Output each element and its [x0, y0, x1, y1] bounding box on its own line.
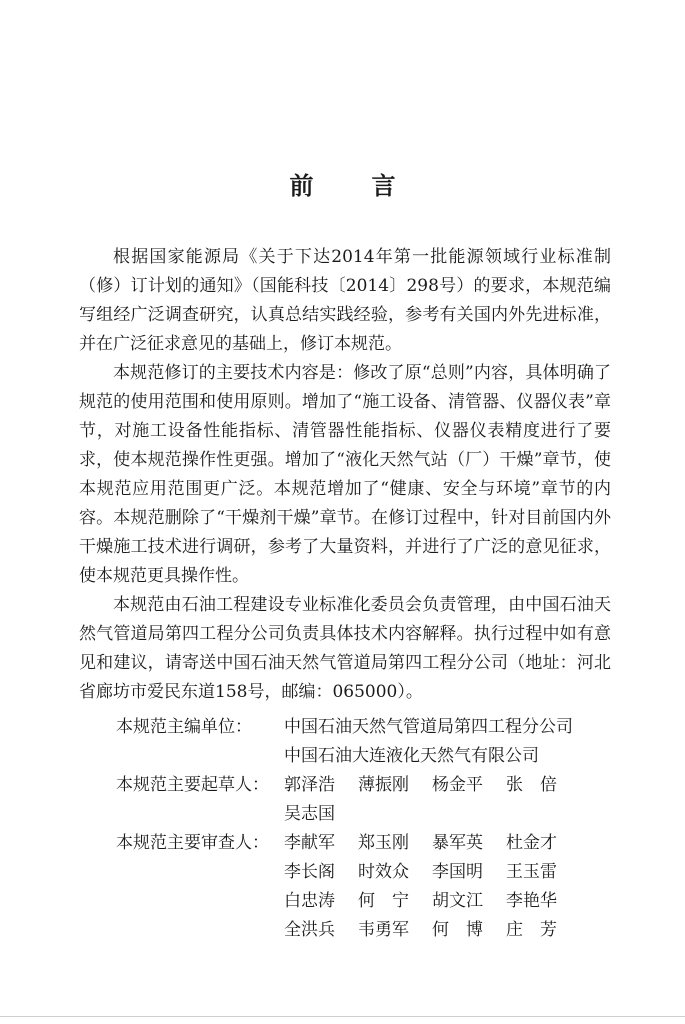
paragraph-2: 本规范修订的主要技术内容是：修改了原“总则”内容，具体明确了规范的使用范围和使用原则。增加了“施工设备、清管器、仪器仪表”章节，对施工设备性能指标、清管器性能指标、仪器仪表精度进行了要求，使本规范操作性更强。增加了“液化天然气站（厂）干燥”章节，使本规范应用范围更广泛。本规范增加了“健康、安全与环境”章节的内容。本规范删除了“干燥剂干燥”章节。在修订过程中，针对目前国内外干燥施工技术进行调研，参考了大量资料，并进行了广泛的意见征求，使本规范更具操作性。: [79, 363, 611, 586]
reviewer-label: 本规范主要审查人：: [116, 833, 269, 853]
reviewer-name: 杜金才: [506, 833, 557, 853]
reviewer-name: 李国明: [432, 862, 483, 882]
reviewer-name: 何 博: [432, 920, 483, 940]
reviewer-name: 全洪兵: [284, 920, 335, 940]
reviewer-name: 郑玉刚: [358, 833, 409, 853]
editor-row: [116, 713, 580, 742]
page-edge-divider: [0, 1016, 685, 1017]
editor-label: 本规范主编单位：: [116, 717, 252, 737]
reviewer-name: 暴军英: [432, 833, 483, 853]
reviewer-name: 胡文江: [432, 891, 483, 911]
reviewer-name: 李献军: [284, 833, 335, 853]
drafter-name: 郭泽浩: [284, 775, 335, 795]
reviewer-name: 韦勇军: [358, 920, 409, 940]
drafter-name: 薄振刚: [358, 775, 409, 795]
reviewer-name: 何 宁: [358, 891, 409, 911]
title-char-2: 言: [371, 172, 396, 200]
editor-unit-1: 中国石油天然气管道局第四工程分公司: [284, 717, 573, 737]
editor-row-2: [116, 742, 580, 771]
drafter-label: 本规范主要起草人：: [116, 775, 269, 795]
editor-unit-2: 中国石油大连液化天然气有限公司: [284, 746, 539, 766]
preface-body: [79, 243, 611, 707]
reviewer-row-3: [116, 887, 580, 916]
reviewer-name: 白忠涛: [284, 891, 335, 911]
reviewer-row-4: [116, 916, 580, 945]
reviewer-name: 王玉雷: [506, 862, 557, 882]
reviewer-name: 李长阁: [284, 862, 335, 882]
page-title: [0, 166, 685, 201]
reviewer-name: 李艳华: [506, 891, 557, 911]
reviewer-name: 时效众: [358, 862, 409, 882]
drafter-row: [116, 771, 580, 800]
reviewer-name: 庄 芳: [506, 920, 557, 940]
paragraph-1: 根据国家能源局《关于下达2014年第一批能源领域行业标准制（修）订计划的通知》（国能科技〔2014〕298号）的要求，本规范编写组经广泛调查研究，认真总结实践经验，参考有关国内外先进标准，并在广泛征求意见的基础上，修订本规范。: [79, 247, 611, 354]
title-char-1: 前: [289, 172, 314, 200]
drafter-name: 吴志国: [284, 804, 335, 824]
drafter-name: 杨金平: [432, 775, 483, 795]
reviewer-row-2: [116, 858, 580, 887]
credits-block: [116, 713, 580, 945]
drafter-row-2: [116, 800, 580, 829]
reviewer-row: [116, 829, 580, 858]
paragraph-3: 本规范由石油工程建设专业标准化委员会负责管理，由中国石油天然气管道局第四工程分公司负责具体技术内容解释。执行过程中如有意见和建议，请寄送中国石油天然气管道局第四工程分公司（地址：河北省廊坊市爱民东道158号，邮编：065000）。: [79, 595, 611, 702]
drafter-name: 张 倍: [506, 775, 557, 795]
